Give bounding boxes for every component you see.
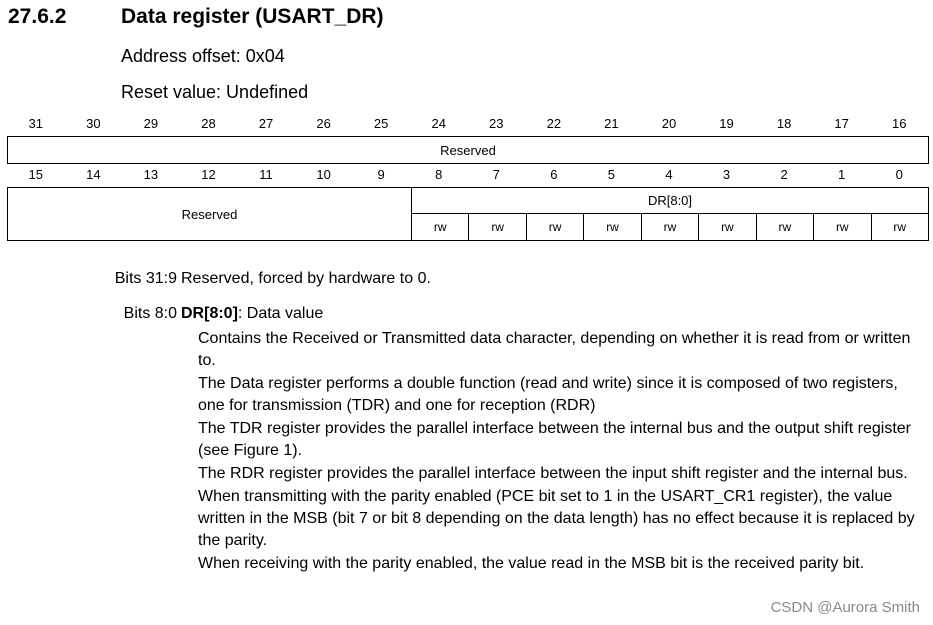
bit-number: 21 (604, 116, 619, 131)
section-title: Data register (USART_DR) (121, 5, 384, 28)
address-offset: Address offset: 0x04 (121, 46, 285, 66)
access-type: rw (584, 214, 641, 240)
bit-number: 23 (489, 116, 504, 131)
lower-reserved-field (8, 188, 412, 240)
bit-number: 2 (780, 167, 788, 182)
description-paragraph: When transmitting with the parity enabled (PCE bit set to 1 in the USART_CR1 register), the value written in the MSB (bit 7 or bit 8 depending on the data length) has no effect because it is replaced by the parity. (198, 488, 915, 549)
watermark: CSDN @Aurora Smith (770, 599, 920, 616)
dr-description (198, 328, 923, 576)
bit-number: 30 (86, 116, 101, 131)
bit-number: 26 (316, 116, 331, 131)
access-type: rw (893, 220, 907, 234)
dr-access-row (412, 214, 928, 240)
bit-number: 15 (28, 167, 44, 182)
bit-number: 20 (661, 116, 677, 131)
bit-number: 8 (435, 167, 443, 182)
bit-number: 28 (201, 116, 216, 131)
dr-field (412, 188, 928, 240)
bit-number: 31 (28, 116, 44, 131)
bit-number: 19 (719, 116, 734, 131)
description-paragraph: The TDR register provides the parallel interface between the internal bus and the output shift register (see Figure 1). (198, 420, 911, 459)
bit-number: 9 (377, 167, 385, 182)
bit-number: 18 (776, 116, 792, 131)
lower-reserved-label: Reserved (181, 206, 238, 222)
bits-8-0-label: Bits 8:0 (123, 305, 177, 322)
description-paragraph: Contains the Received or Transmitted data character, depending on whether it is read from or written to. (198, 330, 911, 369)
reset-value: Reset value: Undefined (121, 82, 309, 102)
bit-number: 11 (259, 167, 273, 182)
access-type: rw (814, 214, 871, 240)
upper-reserved-field (7, 136, 929, 164)
bits-31-9-description: Reserved, forced by hardware to 0. (181, 270, 431, 287)
dr-name: DR[8:0] (181, 305, 238, 322)
access-type: rw (757, 214, 814, 240)
access-type: rw (412, 214, 469, 240)
bit-numbers-high (7, 115, 928, 133)
bit-number: 14 (86, 167, 101, 182)
section-heading (8, 5, 384, 29)
bit-number: 24 (431, 116, 446, 131)
description-paragraph: The RDR register provides the parallel interface between the input shift register and the internal bus. (198, 465, 908, 482)
access-type: rw (469, 214, 526, 240)
description-paragraph: When receiving with the parity enabled, the value read in the MSB bit is the received parity bit. (198, 555, 865, 572)
bits-31-9-label: Bits 31:9 (114, 270, 177, 287)
bit-number: 10 (316, 167, 331, 182)
access-type: rw (642, 214, 699, 240)
bit-number: 25 (373, 116, 389, 131)
section-number: 27.6.2 (8, 5, 67, 28)
access-type: rw (699, 214, 756, 240)
bit-number: 4 (665, 167, 673, 182)
lower-register-fields (7, 187, 929, 241)
bit-number: 1 (838, 167, 846, 182)
access-type: rw (527, 214, 584, 240)
bits-8-0-title (181, 303, 323, 324)
bit-number: 3 (722, 167, 731, 182)
bit-number: 29 (143, 116, 159, 131)
bit-number: 22 (546, 116, 562, 131)
bit-numbers-low (7, 166, 928, 184)
bit-number: 17 (834, 116, 849, 131)
bit-number: 12 (201, 167, 216, 182)
dr-field-name: DR[8:0] (412, 188, 928, 214)
description-paragraph: The Data register performs a double function (read and write) since it is composed of two registers, one for transmission (TDR) and one for reception (RDR) (198, 375, 898, 414)
bit-number: 13 (143, 167, 159, 182)
bit-number: 0 (895, 167, 903, 182)
dr-name-suffix: : Data value (237, 305, 324, 322)
bit-number: 16 (891, 116, 907, 131)
bit-number: 5 (607, 167, 616, 182)
bit-number: 7 (492, 167, 500, 182)
bit-number: 27 (258, 116, 274, 131)
upper-reserved-label: Reserved (440, 142, 496, 158)
bit-number: 6 (550, 167, 558, 182)
